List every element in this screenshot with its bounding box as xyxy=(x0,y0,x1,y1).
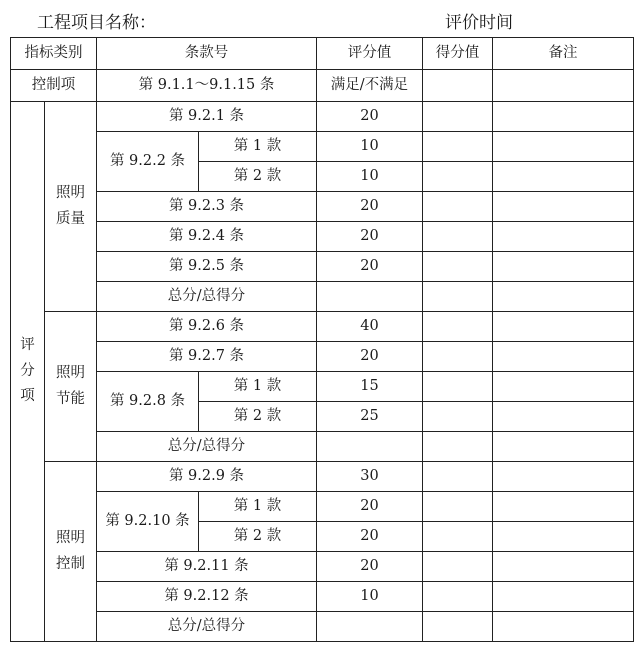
lighting-energy-label xyxy=(45,312,97,462)
clause-cell: 第 9.2.3 条 xyxy=(97,192,317,222)
score-cell: 10 xyxy=(317,132,423,162)
clause-cell: 第 9.2.5 条 xyxy=(97,252,317,282)
obtained-cell[interactable] xyxy=(423,432,493,462)
score-items-label-line: 评 xyxy=(20,337,35,354)
control-item-clause: 第 9.1.1～9.1.15 条 xyxy=(97,70,317,102)
obtained-cell[interactable] xyxy=(423,612,493,642)
obtained-cell[interactable] xyxy=(423,132,493,162)
lighting-energy-label-line: 节能 xyxy=(56,390,85,407)
score-items-label-line: 项 xyxy=(20,388,35,405)
table-row xyxy=(11,342,634,372)
remark-cell[interactable] xyxy=(493,70,634,102)
total-label: 总分/总得分 xyxy=(97,432,317,462)
table-row xyxy=(11,552,634,582)
remark-cell[interactable] xyxy=(493,312,634,342)
clause-cell: 第 9.2.2 条 xyxy=(97,132,199,192)
obtained-cell[interactable] xyxy=(423,552,493,582)
obtained-cell[interactable] xyxy=(423,192,493,222)
remark-cell[interactable] xyxy=(493,432,634,462)
control-item-row xyxy=(11,70,634,102)
remark-cell[interactable] xyxy=(493,612,634,642)
obtained-cell[interactable] xyxy=(423,252,493,282)
remark-cell[interactable] xyxy=(493,372,634,402)
total-label: 总分/总得分 xyxy=(97,282,317,312)
remark-cell[interactable] xyxy=(493,252,634,282)
score-cell: 15 xyxy=(317,372,423,402)
table-row xyxy=(11,312,634,342)
lighting-control-label-line: 照明 xyxy=(56,530,85,547)
score-cell: 25 xyxy=(317,402,423,432)
total-row xyxy=(11,432,634,462)
score-cell xyxy=(317,432,423,462)
table-row xyxy=(11,582,634,612)
table-row xyxy=(11,462,634,492)
score-cell: 20 xyxy=(317,252,423,282)
table-header-row xyxy=(11,38,634,70)
total-row xyxy=(11,612,634,642)
obtained-cell[interactable] xyxy=(423,492,493,522)
header-clause: 条款号 xyxy=(97,38,317,70)
score-items-label-line: 分 xyxy=(20,362,35,379)
clause-cell: 第 9.2.6 条 xyxy=(97,312,317,342)
table-row xyxy=(11,102,634,132)
obtained-cell[interactable] xyxy=(423,102,493,132)
remark-cell[interactable] xyxy=(493,162,634,192)
remark-cell[interactable] xyxy=(493,342,634,372)
remark-cell[interactable] xyxy=(493,462,634,492)
remark-cell[interactable] xyxy=(493,492,634,522)
sub-clause-cell: 第 1 款 xyxy=(199,372,317,402)
obtained-cell[interactable] xyxy=(423,70,493,102)
remark-cell[interactable] xyxy=(493,282,634,312)
header-remark: 备注 xyxy=(493,38,634,70)
clause-cell: 第 9.2.9 条 xyxy=(97,462,317,492)
obtained-cell[interactable] xyxy=(423,222,493,252)
score-cell: 20 xyxy=(317,222,423,252)
sub-clause-cell: 第 1 款 xyxy=(199,132,317,162)
clause-cell: 第 9.2.10 条 xyxy=(97,492,199,552)
obtained-cell[interactable] xyxy=(423,582,493,612)
form-header xyxy=(0,0,642,36)
score-cell: 20 xyxy=(317,552,423,582)
sub-clause-cell: 第 2 款 xyxy=(199,162,317,192)
score-cell xyxy=(317,612,423,642)
score-cell: 20 xyxy=(317,492,423,522)
header-score: 评分值 xyxy=(317,38,423,70)
clause-cell: 第 9.2.8 条 xyxy=(97,372,199,432)
sub-clause-cell: 第 2 款 xyxy=(199,522,317,552)
header-obtained: 得分值 xyxy=(423,38,493,70)
obtained-cell[interactable] xyxy=(423,312,493,342)
table-row xyxy=(11,192,634,222)
evaluation-time-label: 评价时间 xyxy=(445,13,513,33)
obtained-cell[interactable] xyxy=(423,162,493,192)
score-cell: 20 xyxy=(317,192,423,222)
lighting-energy-label-line: 照明 xyxy=(56,365,85,382)
sub-clause-cell: 第 2 款 xyxy=(199,402,317,432)
lighting-quality-label-line: 质量 xyxy=(56,210,85,227)
score-cell: 10 xyxy=(317,582,423,612)
evaluation-table xyxy=(10,37,634,642)
table-row xyxy=(11,492,634,522)
remark-cell[interactable] xyxy=(493,222,634,252)
table-row xyxy=(11,132,634,162)
clause-cell: 第 9.2.4 条 xyxy=(97,222,317,252)
remark-cell[interactable] xyxy=(493,132,634,162)
obtained-cell[interactable] xyxy=(423,342,493,372)
score-cell: 40 xyxy=(317,312,423,342)
remark-cell[interactable] xyxy=(493,522,634,552)
clause-cell: 第 9.2.7 条 xyxy=(97,342,317,372)
obtained-cell[interactable] xyxy=(423,372,493,402)
lighting-quality-label xyxy=(45,102,97,312)
clause-cell: 第 9.2.1 条 xyxy=(97,102,317,132)
table-row xyxy=(11,372,634,402)
score-cell: 30 xyxy=(317,462,423,492)
lighting-control-label xyxy=(45,462,97,642)
total-label: 总分/总得分 xyxy=(97,612,317,642)
score-cell: 20 xyxy=(317,522,423,552)
total-row xyxy=(11,282,634,312)
header-category: 指标类别 xyxy=(11,38,97,70)
score-cell: 20 xyxy=(317,102,423,132)
score-items-label xyxy=(11,102,45,642)
clause-cell: 第 9.2.12 条 xyxy=(97,582,317,612)
obtained-cell[interactable] xyxy=(423,402,493,432)
score-cell: 20 xyxy=(317,342,423,372)
obtained-cell[interactable] xyxy=(423,522,493,552)
obtained-cell[interactable] xyxy=(423,462,493,492)
obtained-cell[interactable] xyxy=(423,282,493,312)
control-item-label: 控制项 xyxy=(11,70,97,102)
clause-cell: 第 9.2.11 条 xyxy=(97,552,317,582)
project-name-label: 工程项目名称： xyxy=(37,13,156,33)
remark-cell[interactable] xyxy=(493,582,634,612)
table-row xyxy=(11,222,634,252)
lighting-control-label-line: 控制 xyxy=(56,555,85,572)
remark-cell[interactable] xyxy=(493,102,634,132)
score-cell: 10 xyxy=(317,162,423,192)
remark-cell[interactable] xyxy=(493,402,634,432)
lighting-quality-label-line: 照明 xyxy=(56,185,85,202)
sub-clause-cell: 第 1 款 xyxy=(199,492,317,522)
remark-cell[interactable] xyxy=(493,192,634,222)
table-row xyxy=(11,252,634,282)
remark-cell[interactable] xyxy=(493,552,634,582)
control-item-score: 满足/不满足 xyxy=(317,70,423,102)
score-cell xyxy=(317,282,423,312)
